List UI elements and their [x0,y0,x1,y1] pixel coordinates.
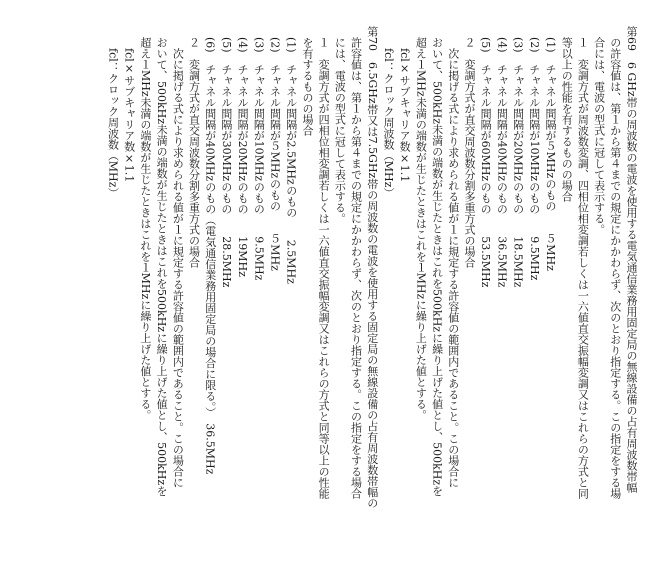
article-70-item-2: ２ 変調方式が直交周波数分割多重方式の場合 [187,37,201,268]
article-70-subitem: (5) チャネル間隔が30MHzのもの 28.5MHz [219,37,233,288]
article-70-text: 許容値は、第１から第４までの規定にかかわらず、次のとおり指定する。この指定をする場合 [349,37,363,499]
article-69-item-2-text: 次に掲げる式により求められる値が１に規定する許容値の範囲内であること。この場合に [446,48,460,488]
article-69-item-1-cont: 等以上の性能を有するものの場合 [560,37,574,202]
article-70-text: には、電波の型式に冠して表示する。 [333,37,347,224]
article-70-subitem: (6) チャネル間隔が40MHzのもの（電気通信業務用固定局の場合に限る。） 36.5MHz [203,37,217,475]
article-69-item-2-text: おいて、500kHz未満の端数が生じたときはこれを500kHzに繰り上げた値とし、500kHzを [430,37,444,497]
article-70-item-2-text: 次に掲げる式により求められる値が１に規定する許容値の範囲内であること。この場合に [171,48,185,488]
article-70-subitem: (3) チャネル間隔が10MHzのもの 9.5MHz [252,37,266,281]
article-69-item-2: ２ 変調方式が直交周波数分割多重方式の場合 [462,37,476,268]
article-69-subitem: (3) チャネル間隔が20MHzのもの 18.5MHz [511,37,525,288]
article-69-text: 合には、電波の型式に冠して表示する。 [592,37,606,235]
article-69-formula: fcl×サブキャリア数×1.1 [398,48,412,183]
article-70-subitem: (4) チャネル間隔が20MHzのもの 19MHz [236,37,250,277]
article-70-formula: fcl×サブキャリア数×1.1 [122,48,136,183]
article-70-subitem: (2) チャネル間隔が５MHzのもの ５MHz [268,37,282,271]
article-70-subitem: (1) チャネル間隔が2.5MHzのもの 2.5MHz [284,37,298,284]
article-69-formula-note: fcl：クロック周波数（MHz） [381,48,395,199]
article-69-item-1: １ 変調方式が周波数変調、四相位相変調若しくは一六値直交振幅変調又はこれらの方式と同 [576,37,590,499]
article-69-subitem: (4) チャネル間隔が40MHzのもの 36.5MHz [495,37,509,288]
article-69-item-2-text: 超え１MHz未満の端数が生じたときはこれを１MHzに繰り上げた値とする。 [414,37,428,421]
article-70-item-2-text: おいて、500kHz未満の端数が生じたときはこれを500kHzに繰り上げた値とし、500kHzを [155,37,169,497]
article-70-item-2-text: 超え１MHz未満の端数が生じたときはこれを１MHzに繰り上げた値とする。 [138,37,152,421]
article-69-subitem: (2) チャネル間隔が10MHzのもの 9.5MHz [527,37,541,281]
article-69-text: の許容値は、第１から第４までの規定にかかわらず、次のとおり指定する。この指定をする場 [608,37,622,499]
article-70-heading: 第70 6.5GHz帯又は7.5GHz帯の周波数の電波を使用する固定局の無線設備の占有周波数帯幅の [365,26,379,509]
article-70-item-1-cont: を有するものの場合 [300,37,314,136]
article-69-subitem: (1) チャネル間隔が５MHzのもの ５MHz [543,37,557,271]
article-69-subitem: (5) チャネル間隔が60MHzのもの 53.5MHz [479,37,493,288]
article-70-formula-note: fcl：クロック周波数（MHz） [106,48,120,199]
article-69-heading: 第69 6 GHz帯の周波数の電波を使用する電気通信業務用固定局の無線設備の占有周波数帯幅 [625,26,638,493]
article-70-item-1: １ 変調方式が四相位相変調若しくは一六値直交振幅変調又はこれらの方式と同等以上の性能 [317,37,331,499]
